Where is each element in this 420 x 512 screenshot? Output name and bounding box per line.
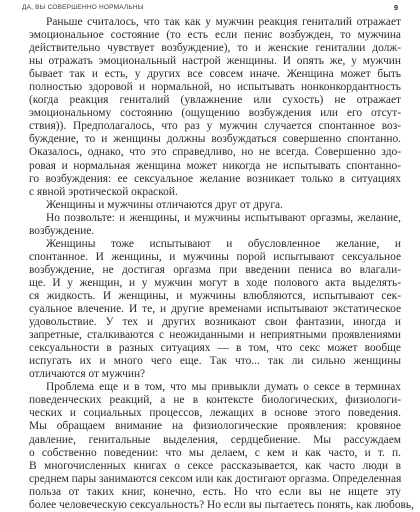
text-line: Раньше считалось, что так как у мужчин реакция гениталий отражает [46, 16, 401, 28]
text-line: о собственно поведении: что мы делаем, с кем и как часто, и т. п. [29, 446, 401, 459]
text-line: ще. И у женщин, и у мужчин могут в ходе полового акта выделять- [29, 276, 401, 289]
text-line: возбуждение, не достигая оргазма при введении пениса во влагали- [29, 263, 401, 276]
text-line: эмоциональное состояние (то есть если пенис возбужден, то мужчина [29, 29, 401, 42]
text-line: возбуждение. [29, 224, 95, 237]
text-line: (когда реакция гениталий (увлажнение или сухость) не отражает [29, 94, 401, 107]
text-line: польза от таких книг, конечно, есть. Но что если вы не ищете эту [29, 485, 401, 498]
text-line: удовольствие. У тех и других возникают свои фантазии, иногда и [29, 316, 401, 329]
text-line: Но позвольте: и женщины, и мужчины испытывают оргазмы, желание, [46, 211, 401, 224]
text-line: сексуальности в разных ситуациях — в том, что секс может вообще [29, 342, 401, 355]
text-line: полностью здоровой и нормальной, но испытывать нонконкордантность [29, 81, 401, 94]
text-line: ствия)). Предполагалось, что раз у мужчин случается спонтанное воз- [29, 120, 401, 133]
text-line: Женщины и мужчины отличаются друг от друга. [46, 198, 283, 211]
text-line: с явной эротической окраской. [29, 185, 178, 198]
text-line: ны отражать эмоциональный настрой женщины. И опять же, у мужчин [29, 55, 401, 68]
text-line: более человеческую сексуальность? Но если вы пытаетесь понять, как любовь, [29, 498, 414, 511]
text-line: Проблема еще и в том, что мы привыкли думать о сексе в терминах [46, 381, 401, 394]
text-line: В многочисленных книгах о сексе рассказывается, как часто люди в [29, 459, 401, 472]
text-line: буждение, то и женщины должны возбуждаться совершенно спонтанно. [29, 133, 401, 146]
text-line: ровая и нормальная женщина может никогда не испытывать спонтанно- [29, 159, 401, 172]
text-line: запретные, сталкиваются с неожиданными и неприятными проявлениями [29, 329, 401, 342]
body-text [29, 16, 414, 512]
text-line: действительно чувствует возбуждение), то и женские гениталии долж- [29, 42, 401, 55]
text-line: ся жидкость. И женщины, и мужчины влюбляются, испытывают сек- [29, 289, 401, 302]
text-line: Мы обращаем внимание на физиологические проявления: кровяное [29, 420, 401, 433]
text-line: спонтанное. И женщины, и мужчины порой испытывают сексуальное [29, 250, 401, 263]
text-line: отличаются от мужчин? [29, 368, 146, 381]
text-line: Оказалось, однако, что это справедливо, но не всегда. Совершенно здо- [29, 146, 401, 159]
text-line: го возбуждения: ее сексуальное желание возникает только в ситуациях [29, 172, 401, 185]
page-number: 9 [393, 3, 398, 12]
text-line: давление, генитальные выделения, сердцебиение. Мы рассуждаем [29, 433, 401, 446]
text-line: среднем пары занимаются сексом или как достигают оргазма. Определенная [29, 472, 402, 485]
text-line: ческих и социальных процессов, лежащих в основе этого поведения. [29, 407, 401, 420]
text-line: бывает так и есть, у других все совсем иначе. Женщина может быть [29, 68, 401, 81]
text-line: суальное влечение. И те, и другие временами испытывают экстатическое [29, 303, 401, 316]
text-line: эмоциональному состоянию (ощущению возбуждения или его отсут- [29, 107, 401, 120]
running-head: ДА, ВЫ СОВЕРШЕННО НОРМАЛЬНЫ [22, 4, 144, 11]
text-line: поведенческих реакций, а не в контексте биологических, физиологи- [29, 394, 401, 407]
text-line: Женщины тоже испытывают и обусловленное желание, и [46, 237, 401, 250]
text-line: испугать их и много чего еще. Так что... так ли сильно женщины [29, 355, 401, 368]
